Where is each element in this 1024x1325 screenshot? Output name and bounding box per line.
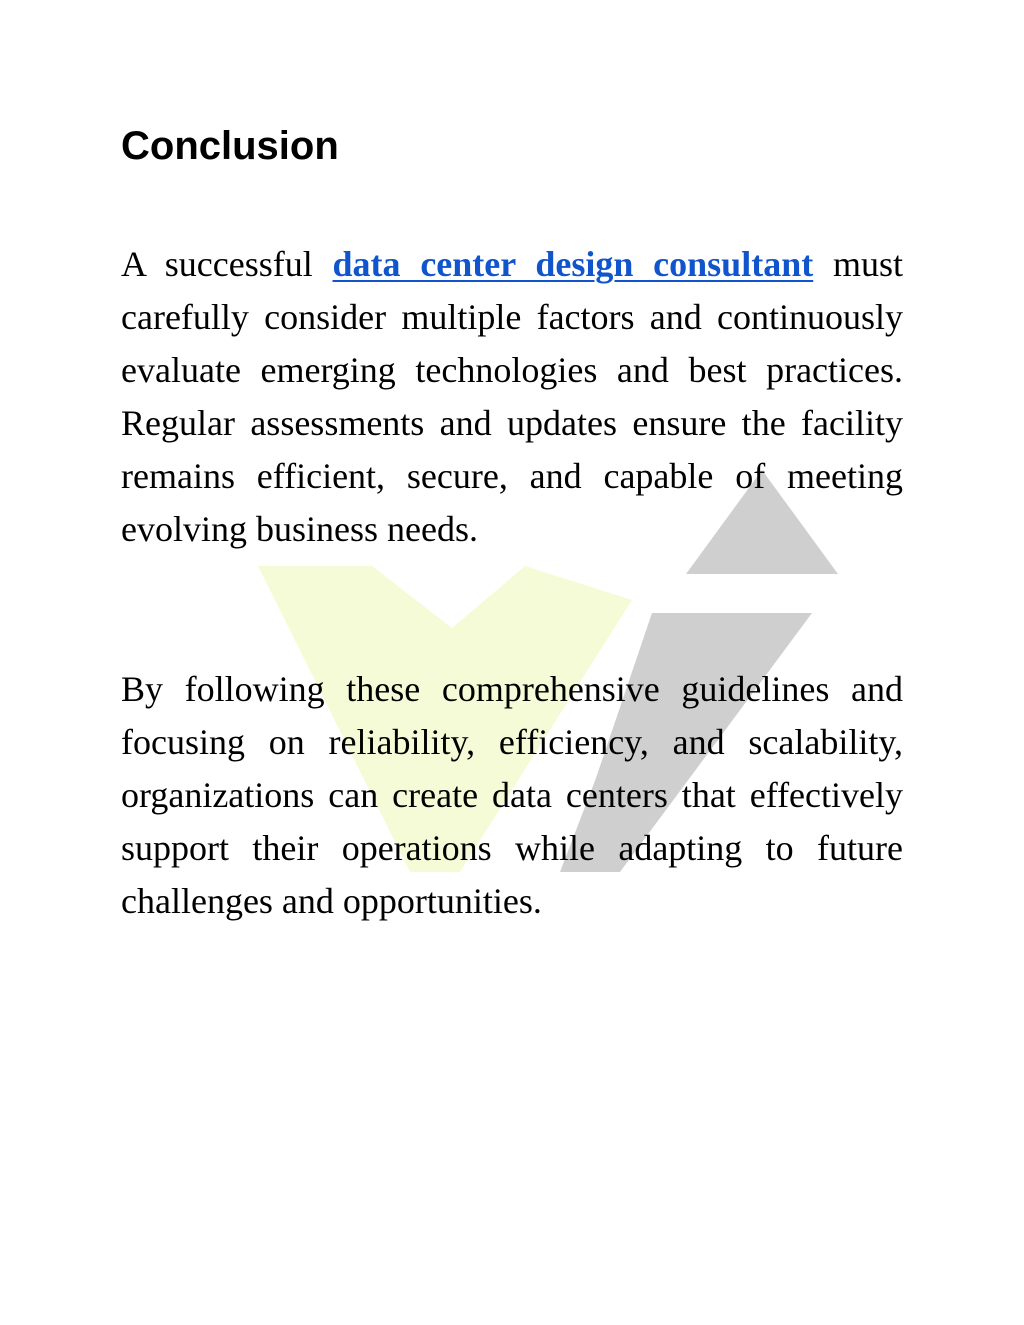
data-center-design-consultant-link[interactable]: data center design consultant xyxy=(332,244,814,284)
paragraph-intro-lead: A successful xyxy=(121,244,333,284)
page-title: Conclusion xyxy=(121,124,339,168)
paragraph-intro-rest: must carefully consider multiple factors and continuously evaluate emerging technologies and best practices. Regular assessments and updates ensure the facility remains efficient, secure, and capable of meeting evolving business needs. xyxy=(121,244,904,549)
paragraph-intro xyxy=(121,238,903,556)
paragraph-closing: By following these comprehensive guidelines and focusing on reliability, efficiency, and scalability, organizations can create data centers that effectively support their operations while adapting to future challenges and opportunities. xyxy=(121,669,903,921)
